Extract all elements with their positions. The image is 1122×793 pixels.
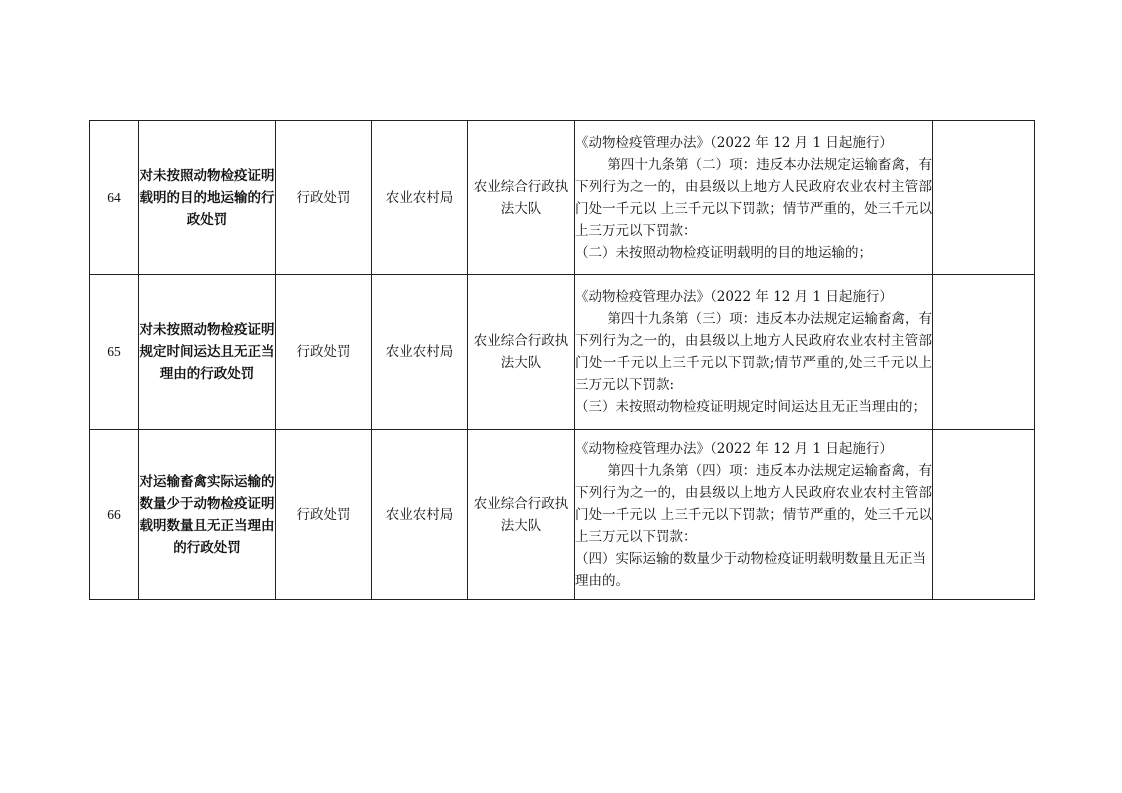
- clause-text: （四）实际运输的数量少于动物检疫证明载明数量且无正当理由的。: [575, 550, 926, 589]
- enforcement-unit: 农业综合行政执法大队: [468, 430, 575, 600]
- row-number: 66: [90, 430, 139, 600]
- power-type: 行政处罚: [276, 275, 372, 430]
- legal-basis: [575, 430, 933, 600]
- table-row: [90, 430, 1035, 600]
- penalty-table: [89, 120, 1035, 600]
- power-type: 行政处罚: [276, 430, 372, 600]
- article-text: 第四十九条第（四）项：违反本办法规定运输畜禽，有下列行为之一的，由县级以上地方人民政府农业农村主管部门处一千元以 上三千元以下罚款；情节严重的，处三千元以上三万元以下罚款：: [575, 462, 932, 545]
- clause-text: （三）未按照动物检疫证明规定时间运达且无正当理由的；: [575, 399, 926, 415]
- law-title: 《动物检疫管理办法》（2022 年 12 月 1 日起施行）: [575, 440, 893, 457]
- legal-basis: [575, 121, 933, 275]
- power-type: 行政处罚: [276, 121, 372, 275]
- remarks-cell: [933, 275, 1035, 430]
- remarks-cell: [933, 121, 1035, 275]
- article-text: 第四十九条第（三）项：违反本办法规定运输畜禽，有下列行为之一的，由县级以上地方人民政府农业农村主管部门处一千元以上三千元以下罚款;情节严重的,处三千元以上三万元以下罚款:: [575, 311, 932, 393]
- clause-text: （二）未按照动物检疫证明载明的目的地运输的；: [575, 244, 872, 261]
- row-number: 65: [90, 275, 139, 430]
- responsible-department: 农业农村局: [372, 275, 468, 430]
- table-row: [90, 275, 1035, 430]
- enforcement-unit: 农业综合行政执法大队: [468, 275, 575, 430]
- responsible-department: 农业农村局: [372, 121, 468, 275]
- law-title: 《动物检疫管理办法》（2022 年 12 月 1 日起施行）: [575, 134, 893, 151]
- item-name: 对运输畜禽实际运输的数量少于动物检疫证明载明数量且无正当理由的行政处罚: [139, 430, 276, 600]
- legal-basis: [575, 275, 933, 430]
- row-number: 64: [90, 121, 139, 275]
- item-name: 对未按照动物检疫证明载明的目的地运输的行政处罚: [139, 121, 276, 275]
- law-title: 《动物检疫管理办法》（2022 年 12 月 1 日起施行）: [575, 289, 893, 305]
- table-row: [90, 121, 1035, 275]
- article-text: 第四十九条第（二）项：违反本办法规定运输畜禽，有下列行为之一的，由县级以上地方人民政府农业农村主管部门处一千元以 上三千元以下罚款；情节严重的，处三千元以上三万元以下罚款：: [575, 156, 932, 239]
- item-name: 对未按照动物检疫证明规定时间运达且无正当理由的行政处罚: [139, 275, 276, 430]
- remarks-cell: [933, 430, 1035, 600]
- enforcement-unit: 农业综合行政执法大队: [468, 121, 575, 275]
- responsible-department: 农业农村局: [372, 430, 468, 600]
